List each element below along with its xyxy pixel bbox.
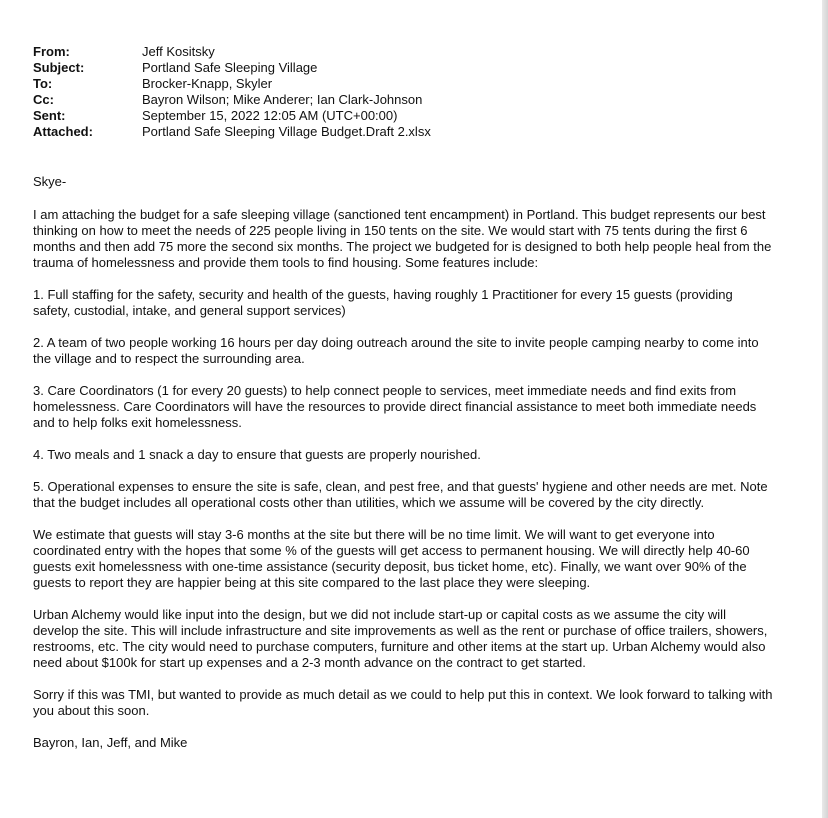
greeting: Skye- — [33, 174, 67, 189]
email-body — [33, 174, 773, 767]
header-row-sent — [33, 108, 431, 124]
body-paragraph-closing: Sorry if this was TMI, but wanted to provide as much detail as we could to help put this in context. We look forward to talking with you about this soon. — [33, 687, 773, 718]
subject-value: Portland Safe Sleeping Village — [142, 60, 318, 75]
to-value: Brocker-Knapp, Skyler — [142, 76, 273, 91]
attached-value: Portland Safe Sleeping Village Budget.Draft 2.xlsx — [142, 124, 431, 139]
body-paragraph-intro: I am attaching the budget for a safe sleeping village (sanctioned tent encampment) in Portland. This budget represents our best thinking on how to meet the needs of 225 people living in 150 tents on the site. We would start with 75 tents during the first 6 months and then add 75 more the second six months. The project we budgeted for is designed to both help people heal from the trauma of homelessness and provide them tools to find housing. Some features include: — [33, 207, 772, 270]
feature-item-meals: 4. Two meals and 1 snack a day to ensure that guests are properly nourished. — [33, 447, 481, 462]
cc-value: Bayron Wilson; Mike Anderer; Ian Clark-Johnson — [142, 92, 423, 107]
header-row-attached — [33, 124, 431, 140]
sent-value: September 15, 2022 12:05 AM (UTC+00:00) — [142, 108, 398, 123]
sent-label: Sent: — [33, 108, 66, 123]
header-row-to — [33, 76, 431, 92]
from-label: From: — [33, 44, 70, 59]
header-row-subject — [33, 60, 431, 76]
signoff: Bayron, Ian, Jeff, and Mike — [33, 735, 188, 750]
body-paragraph-startup: Urban Alchemy would like input into the design, but we did not include start-up or capital costs as we assume the city will develop the site. This will include infrastructure and site improvements as well as the rent or purchase of office trailers, showers, restrooms, etc. The city would need to purchase computers, furniture and other items at the start up. Urban Alchemy would also need about $100k for start up expenses and a 2-3 month advance on the contract to get started. — [33, 607, 768, 670]
feature-item-staffing: 1. Full staffing for the safety, security and health of the guests, having roughly 1 Practitioner for every 15 guests (providing safety, custodial, intake, and general support services) — [33, 287, 733, 318]
cc-label: Cc: — [33, 92, 54, 107]
header-row-from — [33, 44, 431, 60]
feature-item-care-coordinators: 3. Care Coordinators (1 for every 20 guests) to help connect people to services, meet immediate needs and find exits from homelessness. Care Coordinators will have the resources to provide direct financial assistance to meet both immediate needs and to help folks exit homelessness. — [33, 383, 757, 430]
subject-label: Subject: — [33, 60, 85, 75]
from-value: Jeff Kositsky — [142, 44, 215, 59]
feature-item-outreach: 2. A team of two people working 16 hours per day doing outreach around the site to invite people camping nearby to come into the village and to respect the surrounding area. — [33, 335, 759, 366]
email-header — [33, 44, 431, 140]
page-edge-shadow — [822, 0, 828, 818]
header-row-cc — [33, 92, 431, 108]
body-paragraph-estimates: We estimate that guests will stay 3-6 months at the site but there will be no time limit. We will want to get everyone into coordinated entry with the hopes that some % of the guests will get access to permanent housing. We will directly help 40-60 guests exit homelessness with one-time assistance (security deposit, bus ticket home, etc). Finally, we want over 90% of the guests to report they are happier being at this site compared to the last place they were sleeping. — [33, 527, 750, 590]
feature-item-operational: 5. Operational expenses to ensure the site is safe, clean, and pest free, and that guests' hygiene and other needs are met. Note that the budget includes all operational costs other than utilities, which we assume will be covered by the city directly. — [33, 479, 768, 510]
attached-label: Attached: — [33, 124, 93, 139]
to-label: To: — [33, 76, 53, 91]
